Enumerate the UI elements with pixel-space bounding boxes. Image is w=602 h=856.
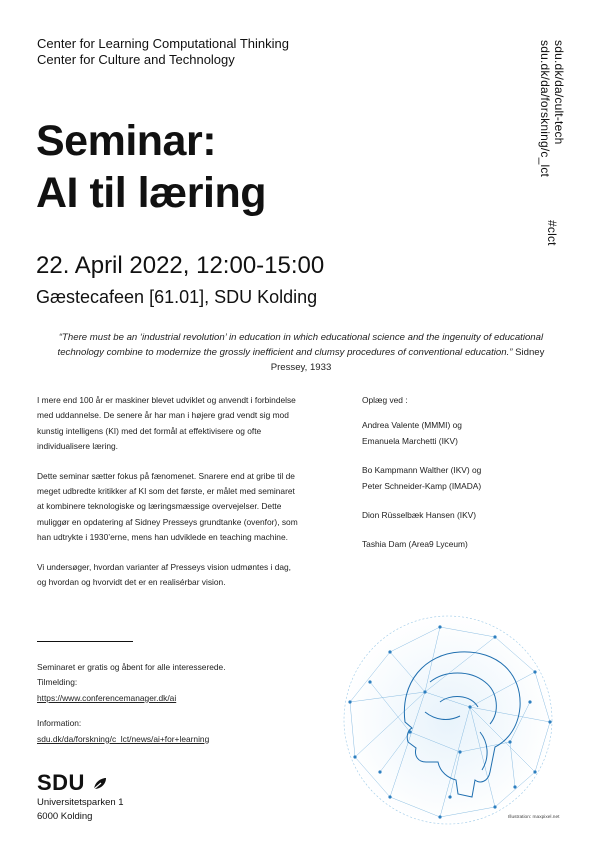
- quote-text: “There must be an ‘industrial revolution’ in education in which educational science and the ingenuity of educational technology combine to modernize the grossly inefficient and clumsy procedures of conventional education.”: [57, 332, 544, 358]
- speakers-heading: Oplæg ved :: [362, 395, 408, 405]
- speaker-name: Bo Kampmann Walther (IKV) og: [362, 465, 482, 476]
- organizer-line-1: Center for Learning Computational Thinking: [37, 36, 289, 51]
- free-note: Seminaret er gratis og åbent for alle interesserede.: [37, 662, 226, 672]
- title-line-2: AI til læring: [36, 169, 266, 217]
- side-url-2: sdu.dk/da/cult-tech: [552, 40, 566, 145]
- signup-link[interactable]: https://www.conferencemanager.dk/ai: [37, 692, 177, 703]
- quote-attribution: Sidney Pressey, 1933: [270, 347, 545, 373]
- info-block: [37, 660, 317, 747]
- speaker-name: Andrea Valente (MMMI) og: [362, 420, 462, 431]
- divider-line: [37, 641, 133, 642]
- speaker-group-4: [362, 537, 562, 552]
- speaker-group-2: [362, 463, 562, 494]
- information-link[interactable]: sdu.dk/da/forskning/c_lct/news/ai+for+learning: [37, 733, 210, 744]
- speakers-list: [362, 393, 562, 567]
- signup-label: Tilmelding:: [37, 677, 78, 688]
- speaker-name: Peter Schneider-Kamp (IMADA): [362, 480, 482, 491]
- logo-text: SDU: [37, 770, 85, 795]
- information-label: Information:: [37, 718, 82, 729]
- body-paragraph-1: I mere end 100 år er maskiner blevet udviklet og anvendt i forbindelse med uddannelse. De senere år har man i højere grad vendt sig mod kunstig intelligens (KI) med det formål at effektivisere og ofte individualisere læring.: [37, 395, 296, 452]
- speaker-name: Dion Rüsselbæk Hansen (IKV): [362, 510, 477, 521]
- body-text: [37, 393, 302, 604]
- side-url-1: sdu.dk/da/forskning/c_lct: [538, 40, 552, 178]
- pressey-quote: [50, 330, 552, 375]
- speaker-group-1: [362, 418, 562, 449]
- speaker-name: Tashia Dam (Area9 Lyceum): [362, 539, 468, 550]
- organizer-line-2: Center for Culture and Technology: [37, 52, 235, 67]
- address-line-1: Universitetsparken 1: [37, 797, 124, 808]
- organizer-block: [37, 36, 289, 68]
- body-paragraph-2: Dette seminar sætter fokus på fænomenet. Snarere end at gribe til de meget udbredte kritikker af KI som det første, er målet med seminaret at kombinere teknologiske og læringsmæssige overvejelser. Dette muliggør en opdatering af Sidney Presseys grundtanke (ovenfor), som han udtrykte i 1930’erne, mens han udviklede en teaching machine.: [37, 470, 298, 543]
- address-line-2: 6000 Kolding: [37, 811, 93, 822]
- event-date: 22. April 2022, 12:00-15:00: [36, 252, 325, 279]
- logo-leaf-icon: [92, 776, 108, 792]
- address-block: [37, 796, 124, 824]
- body-paragraph-3: Vi undersøger, hvordan varianter af Presseys vision udmøntes i dag, og hvordan og hvorvidt det er en realisérbar vision.: [37, 561, 292, 588]
- speaker-group-3: [362, 508, 562, 523]
- illustration-credit: Illustration: maxpixel.net: [508, 815, 560, 820]
- sdu-logo: [37, 770, 108, 796]
- speaker-name: Emanuela Marchetti (IKV): [362, 435, 458, 446]
- event-venue: Gæstecafeen [61.01], SDU Kolding: [36, 287, 318, 307]
- brain-network-illustration: [330, 612, 570, 832]
- side-hashtag: #clct: [545, 220, 559, 246]
- title-line-1: Seminar:: [36, 117, 217, 165]
